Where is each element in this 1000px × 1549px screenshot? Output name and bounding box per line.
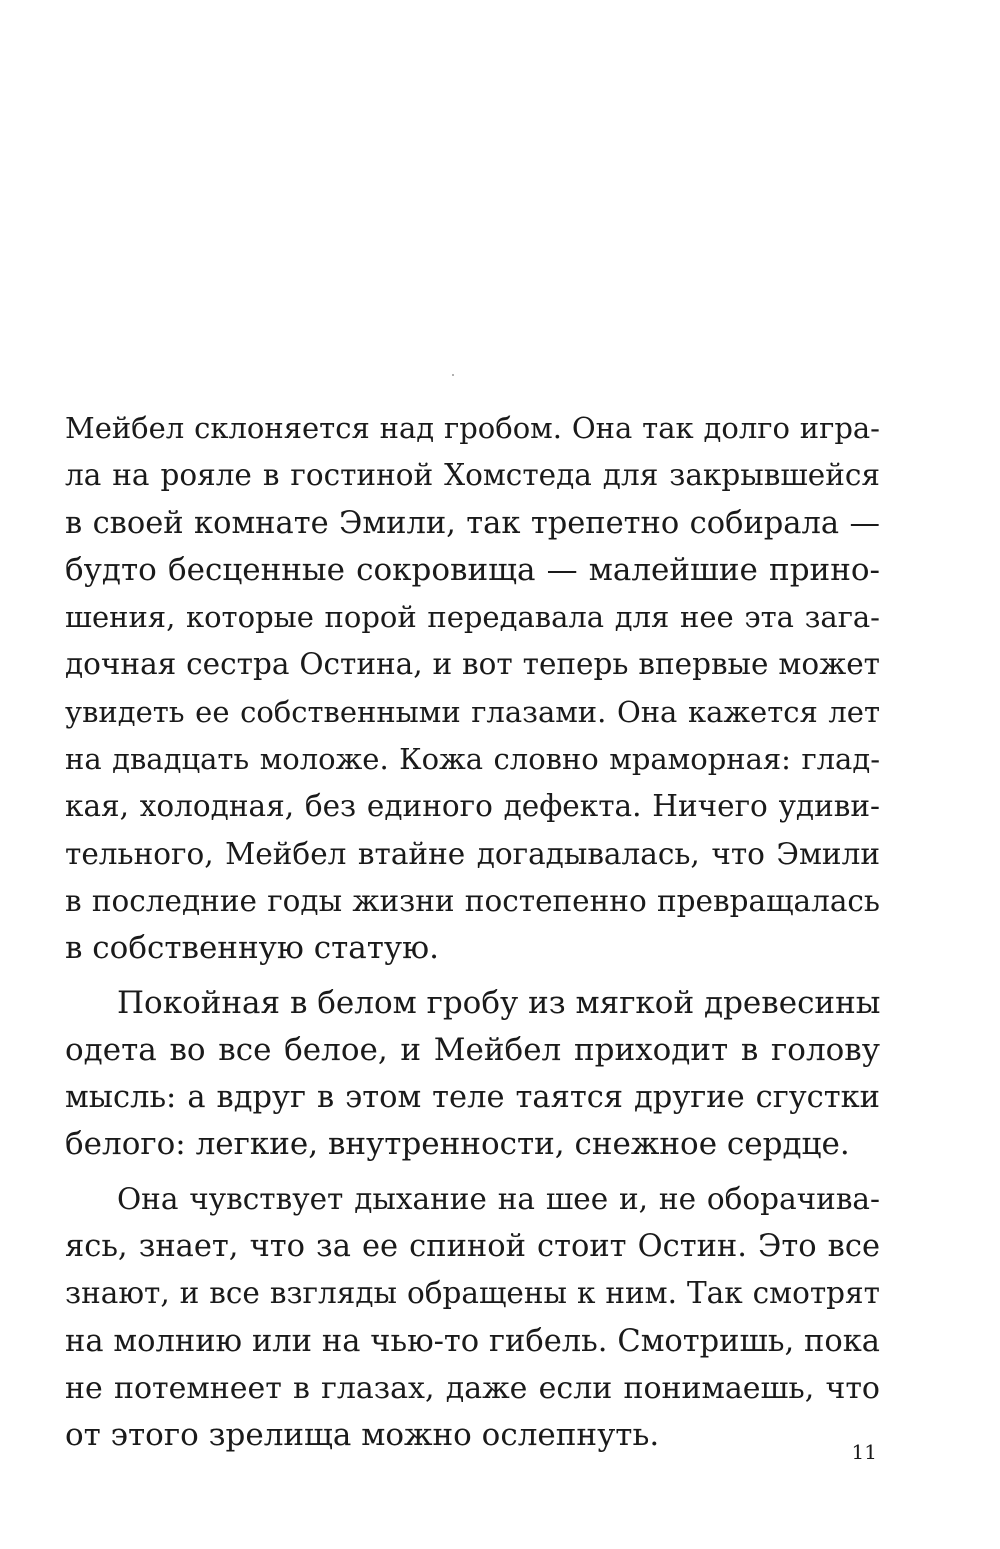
text-line: дочная сестра Остина, и вот теперь впервые может — [65, 647, 880, 682]
text-line: ясь, знает, что за ее спиной стоит Остин. Это все — [65, 1229, 880, 1265]
paragraph-gap — [65, 1169, 880, 1176]
page-number: 11 — [851, 1440, 877, 1464]
text-line: от этого зрелища можно ослепнуть. — [65, 1417, 660, 1454]
text-line: мысль: а вдруг в этом теле таятся другие сгустки — [65, 1080, 880, 1116]
body-text — [65, 405, 880, 1460]
text-line: в своей комнате Эмили, так трепетно собирала — — [65, 505, 880, 541]
text-line: тельного, Мейбел втайне догадывалась, что Эмили — [65, 836, 880, 871]
text-line: будто бесценные сокровища — малейшие прино- — [65, 551, 880, 588]
text-line: в собственную статую. — [65, 930, 439, 967]
text-line: на двадцать моложе. Кожа словно мраморная: глад- — [65, 742, 880, 777]
text-line: увидеть ее собственными глазами. Она кажется лет — [65, 694, 880, 729]
text-line: кая, холодная, без единого дефекта. Ничего удиви- — [65, 789, 880, 824]
text-line: Покойная в белом гробу из мягкой древесины — [117, 984, 881, 1021]
print-speck — [452, 374, 454, 376]
text-line: одета во все белое, и Мейбел приходит в голову — [65, 1031, 880, 1068]
text-line: в последние годы жизни постепенно превращалась — [65, 883, 880, 918]
text-line: белого: легкие, внутренности, снежное сердце. — [65, 1126, 850, 1163]
text-line: ла на рояле в гостиной Хомстеда для закрывшейся — [65, 458, 880, 493]
text-line: Она чувствует дыхание на шее и, не оборачива- — [117, 1181, 880, 1216]
text-line: на молнию или на чью-то гибель. Смотришь, пока — [65, 1323, 880, 1359]
text-line: шения, которые порой передавала для нее эта зага- — [65, 600, 880, 635]
paragraph-2 — [65, 980, 880, 1169]
text-line: Мейбел склоняется над гробом. Она так долго игра- — [65, 411, 880, 445]
text-line: знают, и все взгляды обращены к ним. Так смотрят — [65, 1276, 880, 1311]
paragraph-1 — [65, 405, 880, 973]
paragraph-gap — [65, 973, 880, 980]
text-line: не потемнеет в глазах, даже если понимаешь, что — [65, 1370, 880, 1406]
paragraph-3 — [65, 1176, 880, 1460]
